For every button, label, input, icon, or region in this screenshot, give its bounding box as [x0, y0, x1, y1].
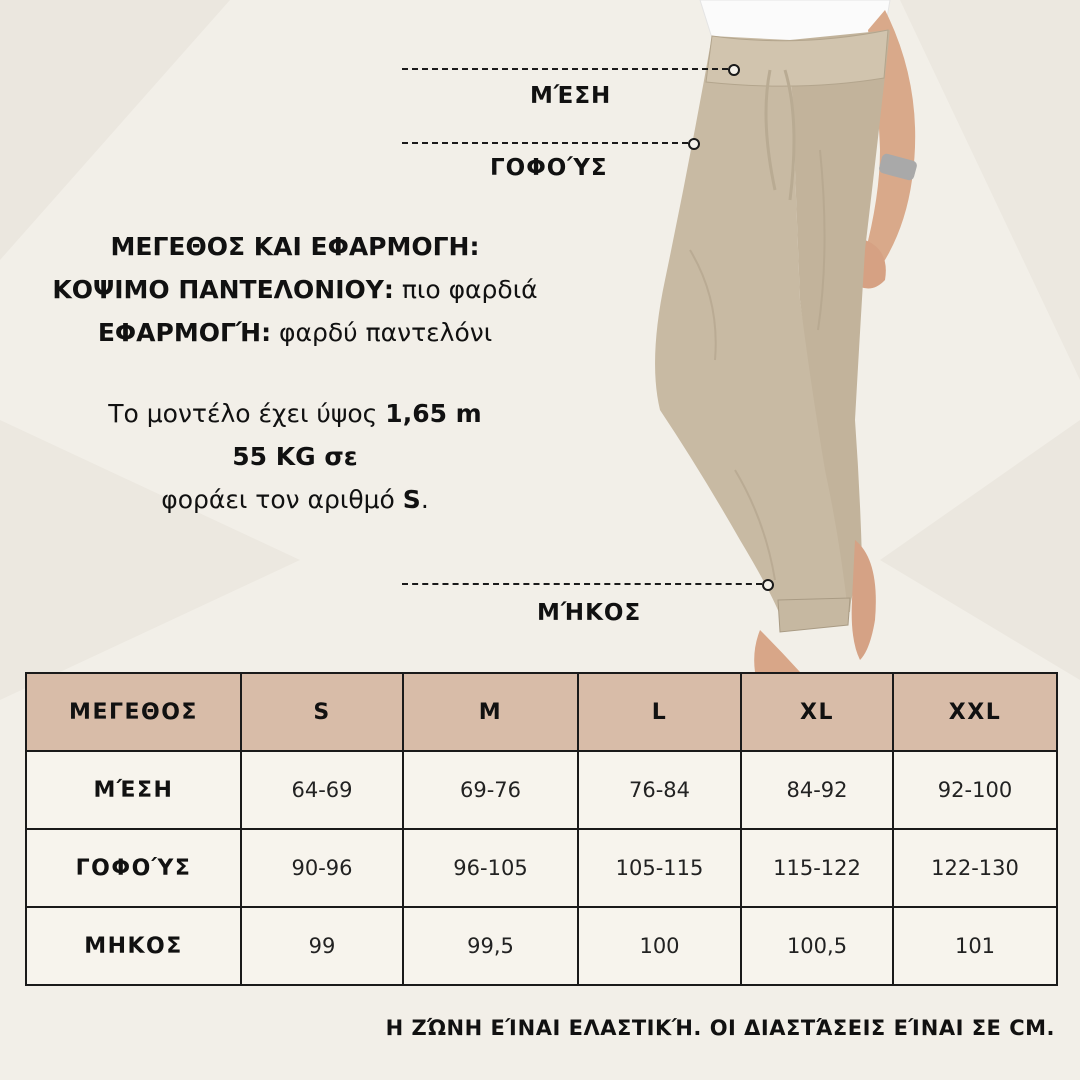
- size-table-header-row: [26, 673, 1057, 751]
- table-cell: 105-115: [578, 829, 741, 907]
- model-size-line: φοράει τον αριθμό S.: [161, 485, 429, 514]
- table-cell: 96-105: [403, 829, 578, 907]
- table-row-length: [26, 907, 1057, 985]
- table-cell: 101: [893, 907, 1057, 985]
- header-m: M: [403, 673, 578, 751]
- table-cell: 90-96: [241, 829, 403, 907]
- table-cell: 99: [241, 907, 403, 985]
- fit-heading: ΜΕΓΕΘΟΣ ΚΑΙ ΕΦΑΡΜΟΓΗ:: [110, 232, 480, 261]
- table-row-waist: [26, 751, 1057, 829]
- hips-measure-label: ΓΟΦΟΎΣ: [490, 155, 608, 181]
- hips-measure-dot: [688, 138, 700, 150]
- size-table: [25, 672, 1058, 986]
- waist-measure-line: [402, 68, 728, 70]
- table-cell: 100: [578, 907, 741, 985]
- model-weight-line: 55 KG σε: [232, 442, 358, 471]
- table-row-hips: [26, 829, 1057, 907]
- row-label: ΜΈΣΗ: [26, 751, 241, 829]
- header-l: L: [578, 673, 741, 751]
- table-cell: 100,5: [741, 907, 893, 985]
- fit-info: [0, 225, 590, 354]
- row-label: ΜΗΚΟΣ: [26, 907, 241, 985]
- foot-left: [754, 630, 800, 672]
- header-s: S: [241, 673, 403, 751]
- foot-right: [852, 540, 876, 660]
- table-cell: 64-69: [241, 751, 403, 829]
- footnote: Η ΖΏΝΗ ΕΊΝΑΙ ΕΛΑΣΤΙΚΉ. ΟΙ ΔΙΑΣΤΆΣΕΙΣ ΕΊΝΑΙ ΣΕ CM.: [385, 1016, 1055, 1040]
- header-xxl: XXL: [893, 673, 1057, 751]
- model-info: [0, 392, 590, 521]
- table-cell: 69-76: [403, 751, 578, 829]
- table-cell: 84-92: [741, 751, 893, 829]
- pants-cuff: [778, 598, 850, 632]
- table-cell: 122-130: [893, 829, 1057, 907]
- cut-line: ΚΟΨΙΜΟ ΠΑΝΤΕΛΟΝΙΟΥ: πιο φαρδιά: [52, 275, 538, 304]
- table-cell: 99,5: [403, 907, 578, 985]
- header-size: ΜΕΓΕΘΟΣ: [26, 673, 241, 751]
- table-cell: 76-84: [578, 751, 741, 829]
- fit-line: ΕΦΑΡΜΟΓΉ: φαρδύ παντελόνι: [97, 318, 493, 347]
- hips-measure-line: [402, 142, 688, 144]
- table-cell: 115-122: [741, 829, 893, 907]
- row-label: ΓΟΦΟΎΣ: [26, 829, 241, 907]
- waist-measure-label: ΜΈΣΗ: [530, 83, 612, 109]
- length-measure-dot: [762, 579, 774, 591]
- model-height-line: Το μοντέλο έχει ύψος 1,65 m: [108, 399, 482, 428]
- length-measure-label: ΜΉΚΟΣ: [537, 600, 642, 626]
- header-xl: XL: [741, 673, 893, 751]
- table-cell: 92-100: [893, 751, 1057, 829]
- length-measure-line: [402, 583, 762, 585]
- waist-measure-dot: [728, 64, 740, 76]
